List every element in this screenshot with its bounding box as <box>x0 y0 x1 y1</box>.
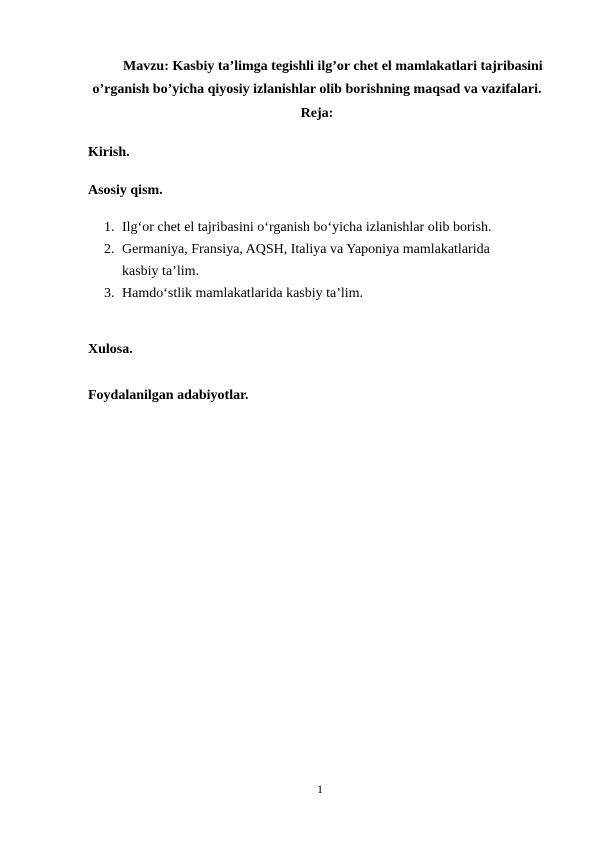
section-introduction: Kirish. <box>88 145 130 160</box>
plan-item-number: 2. <box>104 242 115 257</box>
plan-item-text: Hamdo‘stlik mamlakatlarida kasbiy ta’lim. <box>122 286 364 301</box>
section-main-part: Asosiy qism. <box>88 183 163 198</box>
plan-item-number: 3. <box>104 286 115 301</box>
plan-list <box>104 217 524 305</box>
document-title-line-2: o’rganish bo’yicha qiyosiy izlanishlar olib borishning maqsad va vazifalari. <box>92 82 542 97</box>
plan-item-3 <box>104 283 524 305</box>
plan-item-text: Ilg‘or chet el tajribasini o‘rganish bo‘yicha izlanishlar olib borish. <box>122 220 492 235</box>
plan-item-text: Germaniya, Fransiya, AQSH, Italiya va Yaponiya mamlakatlarida kasbiy ta’lim. <box>122 242 490 279</box>
plan-heading: Reja: <box>300 106 334 121</box>
page-number: 1 <box>317 782 323 796</box>
plan-item-1 <box>104 217 524 239</box>
document-title-line-1: Mavzu: Kasbiy ta’limga tegishli ilg’or chet el mamlakatlari tajribasini <box>123 59 543 74</box>
plan-item-2 <box>104 239 524 283</box>
section-references: Foydalanilgan adabiyotlar. <box>88 388 249 403</box>
section-conclusion: Xulosa. <box>88 342 133 357</box>
plan-item-number: 1. <box>104 220 115 235</box>
